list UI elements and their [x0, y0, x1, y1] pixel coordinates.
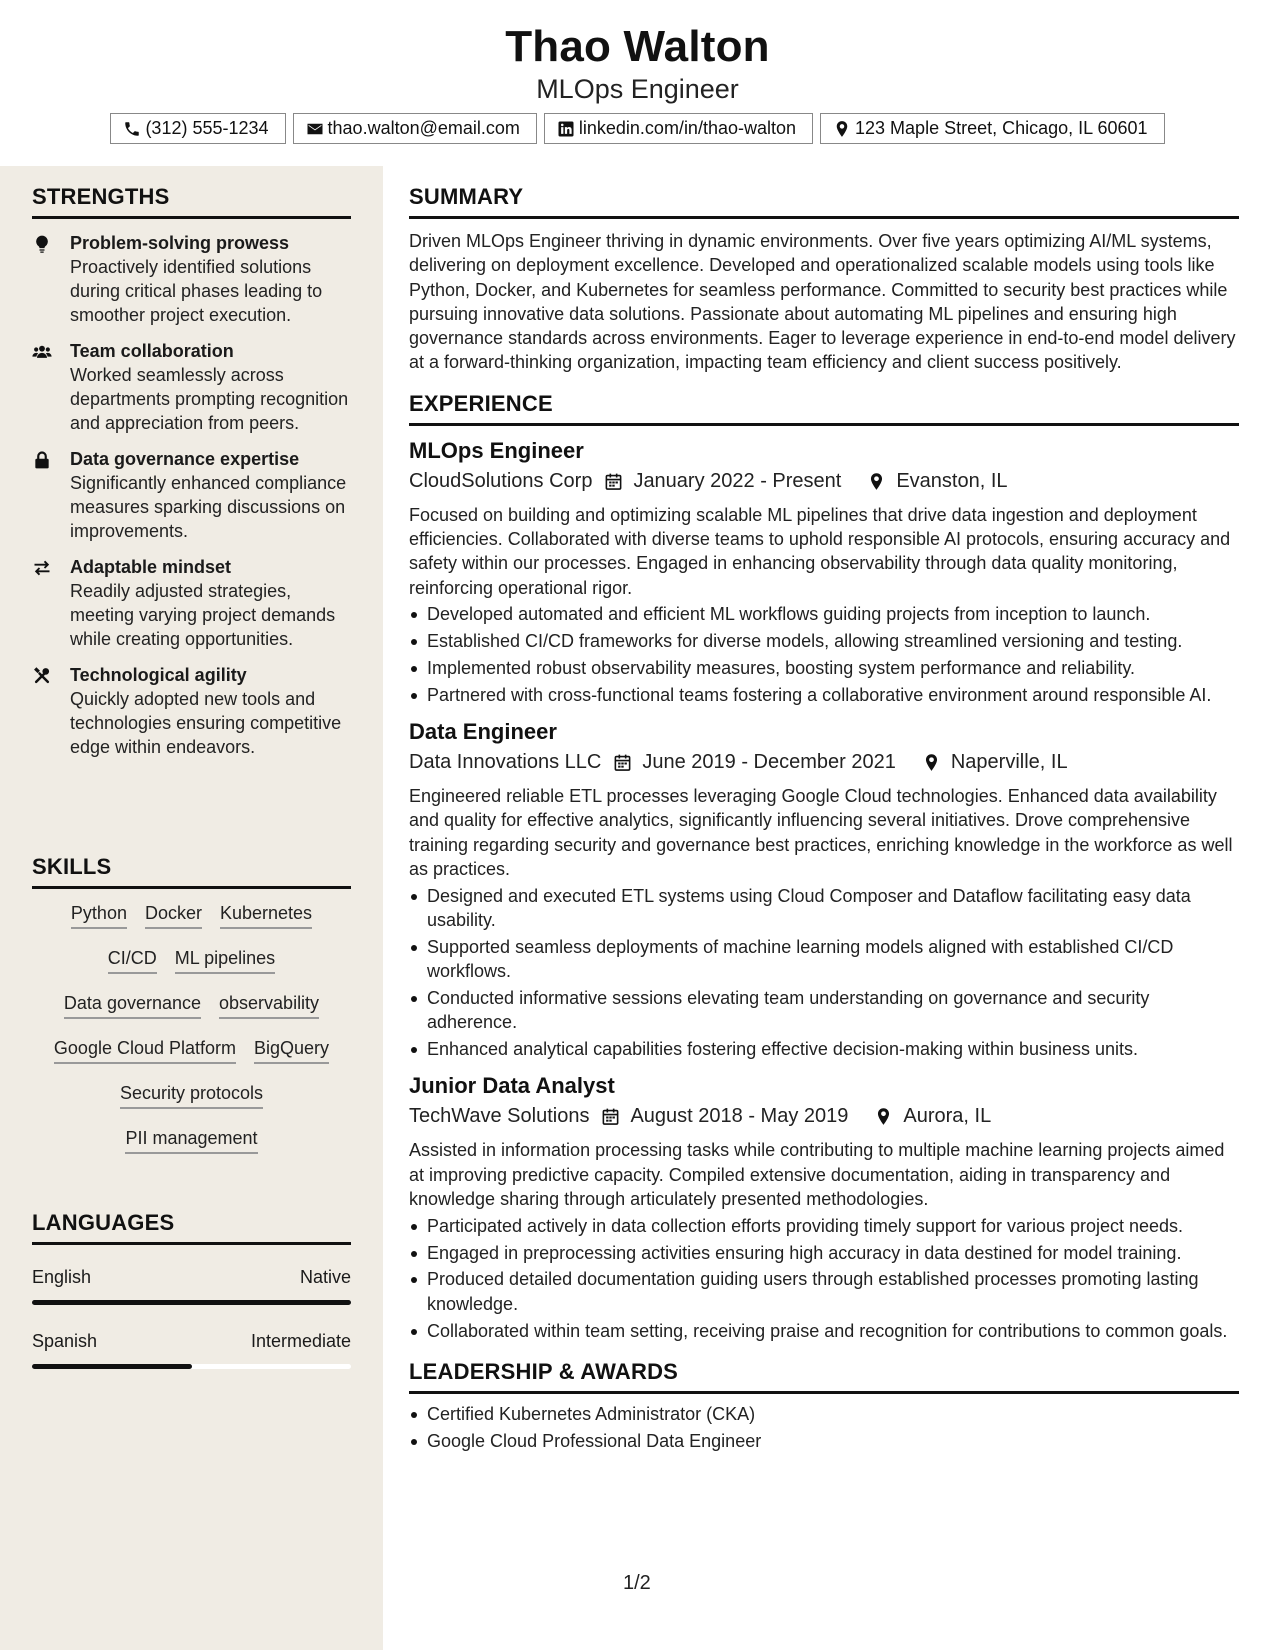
contact-email[interactable]	[293, 113, 537, 144]
job-bullet: Established CI/CD frameworks for diverse models, allowing streamlined versioning and testing.	[409, 629, 1239, 653]
lock-icon	[32, 447, 70, 543]
job-bullet: Developed automated and efficient ML workflows guiding projects from inception to launch.	[409, 602, 1239, 626]
job-company: CloudSolutions Corp	[409, 469, 593, 492]
job-bullet: Collaborated within team setting, receiving praise and recognition for contributions to common goals.	[409, 1319, 1239, 1343]
skill-tag: ML pipelines	[175, 946, 275, 974]
job-bullet: Engaged in preprocessing activities ensuring high accuracy in data destined for model training.	[409, 1241, 1239, 1265]
strength-desc: Readily adjusted strategies, meeting varying project demands while creating opportunities.	[70, 581, 336, 649]
job-bullet: Conducted informative sessions elevating team understanding on governance and security adherence.	[409, 986, 1239, 1035]
language-proficiency-fill	[32, 1364, 192, 1369]
location-pin-icon	[833, 120, 851, 138]
languages-section	[32, 1210, 351, 1369]
summary-text: Driven MLOps Engineer thriving in dynamic environments. Over five years optimizing AI/ML systems, delivering on deployment excellence. Developed and operationalized scalable models using tools like Python, Docker, and Kubernetes for seamless performance. Committed to security best practices while pursuing innovative data solutions. Passionate about automating ML pipelines and ensuring high governance standards across environments. Eager to leverage experience in end-to-end model delivery at a forward-thinking organization, impacting team efficiency and client success positively.	[409, 231, 1236, 373]
job-dates: January 2022 - Present	[633, 469, 842, 492]
lightbulb-icon	[32, 231, 70, 327]
job-bullets	[409, 884, 1239, 1062]
strengths-section	[32, 184, 351, 759]
candidate-role: MLOps Engineer	[536, 74, 739, 104]
languages-title: LANGUAGES	[32, 1210, 351, 1245]
strength-item	[32, 555, 351, 651]
job-meta	[409, 470, 1239, 493]
strength-title: Problem-solving prowess	[70, 233, 290, 253]
tools-icon	[32, 663, 70, 759]
job-bullet: Supported seamless deployments of machine learning models aligned with established CI/CD workflows.	[409, 935, 1239, 984]
candidate-name: Thao Walton	[505, 22, 770, 71]
strength-title: Adaptable mindset	[70, 557, 232, 577]
resume-header	[0, 0, 1275, 166]
language-name: English	[32, 1267, 92, 1287]
job-entry	[409, 1073, 1239, 1342]
summary-section	[409, 184, 1239, 375]
contact-address-text: 123 Maple Street, Chicago, IL 60601	[855, 118, 1148, 138]
job-company: TechWave Solutions	[409, 1105, 590, 1128]
linkedin-icon	[557, 120, 575, 138]
skill-tag: PII management	[125, 1126, 257, 1154]
awards-title: LEADERSHIP & AWARDS	[409, 1359, 1239, 1394]
language-level: Native	[299, 1267, 351, 1287]
job-location: Evanston, IL	[896, 469, 1008, 492]
location-pin-icon	[862, 1107, 903, 1126]
language-item	[32, 1331, 351, 1369]
job-bullet: Partnered with cross-functional teams fostering a collaborative environment around responsible AI.	[409, 683, 1239, 707]
job-meta	[409, 751, 1239, 774]
awards-section	[409, 1359, 1239, 1453]
arrows-exchange-icon	[32, 555, 70, 651]
strength-desc: Significantly enhanced compliance measures sparking discussions on improvements.	[70, 473, 347, 541]
language-name: Spanish	[32, 1331, 98, 1351]
contact-phone[interactable]	[110, 113, 285, 144]
strength-title: Team collaboration	[70, 341, 234, 361]
contact-phone-text: (312) 555-1234	[145, 118, 269, 138]
location-pin-icon	[910, 753, 951, 772]
users-icon	[32, 339, 70, 435]
job-company: Data Innovations LLC	[409, 751, 602, 774]
job-description: Focused on building and optimizing scalable ML pipelines that drive data ingestion and deployment efficiencies. Collaborated with diverse teams to uphold responsible AI protocols, ensuring accuracy and safety within our processes. Engaged in enhancing observability through data quality monitoring, reinforcing operational rigor.	[409, 504, 1231, 598]
skill-tag: CI/CD	[108, 946, 157, 974]
job-entry	[409, 719, 1239, 1061]
contact-email-text: thao.walton@email.com	[327, 118, 520, 138]
job-location: Naperville, IL	[950, 751, 1068, 774]
strength-desc: Worked seamlessly across departments prompting recognition and appreciation from peers.	[70, 365, 349, 433]
strength-desc: Quickly adopted new tools and technologies ensuring competitive edge within endeavors.	[70, 689, 342, 757]
job-dates: August 2018 - May 2019	[630, 1105, 849, 1128]
language-proficiency-bar	[32, 1300, 351, 1305]
contact-bar	[0, 113, 1275, 144]
job-title: Junior Data Analyst	[409, 1073, 615, 1099]
job-entry	[409, 438, 1239, 707]
sidebar	[0, 166, 383, 1650]
contact-address[interactable]	[820, 113, 1165, 144]
skill-tag: observability	[219, 991, 319, 1019]
strength-item	[32, 663, 351, 759]
contact-linkedin[interactable]	[544, 113, 813, 144]
award-item: Google Cloud Professional Data Engineer	[409, 1429, 1239, 1453]
job-meta	[409, 1105, 1239, 1128]
job-bullet: Participated actively in data collection efforts providing timely support for various project needs.	[409, 1214, 1239, 1238]
language-item	[32, 1267, 351, 1305]
phone-icon	[123, 120, 141, 138]
skill-tag: Security protocols	[120, 1081, 263, 1109]
calendar-icon	[592, 472, 633, 491]
job-title: Data Engineer	[409, 719, 557, 745]
skill-tag: Data governance	[64, 991, 201, 1019]
job-bullet: Enhanced analytical capabilities fostering effective decision-making within business units.	[409, 1037, 1239, 1061]
skill-tag: Docker	[145, 901, 202, 929]
skills-section	[32, 854, 351, 1171]
job-bullets	[409, 1214, 1239, 1343]
award-item: Certified Kubernetes Administrator (CKA)	[409, 1402, 1239, 1426]
skill-tag: BigQuery	[254, 1036, 329, 1064]
experience-section	[409, 391, 1239, 1343]
envelope-icon	[306, 120, 324, 138]
strength-title: Data governance expertise	[70, 449, 300, 469]
strength-item	[32, 447, 351, 543]
summary-title: SUMMARY	[409, 184, 1239, 219]
skill-tag: Kubernetes	[220, 901, 312, 929]
language-level: Intermediate	[250, 1331, 351, 1351]
job-dates: June 2019 - December 2021	[642, 751, 896, 774]
job-description: Assisted in information processing tasks while contributing to multiple machine learning projects aimed at improving predictive capacity. Compiled extensive documentation, aiding in transparency and knowledge sharing through articulately presented methodologies.	[409, 1140, 1225, 1210]
job-bullet: Produced detailed documentation guiding users through established processes promoting lasting knowledge.	[409, 1267, 1239, 1316]
job-location: Aurora, IL	[903, 1105, 992, 1128]
language-proficiency-fill	[32, 1300, 351, 1305]
main-content	[409, 166, 1239, 1453]
calendar-icon	[601, 753, 642, 772]
calendar-icon	[589, 1107, 630, 1126]
awards-list	[409, 1402, 1239, 1453]
skill-tag: Google Cloud Platform	[54, 1036, 236, 1064]
experience-title: EXPERIENCE	[409, 391, 1239, 426]
job-bullet: Implemented robust observability measures, boosting system performance and reliability.	[409, 656, 1239, 680]
strengths-title: STRENGTHS	[32, 184, 351, 219]
skills-list	[32, 901, 351, 1171]
skill-tag: Python	[71, 901, 127, 929]
strength-item	[32, 231, 351, 327]
job-title: MLOps Engineer	[409, 437, 584, 463]
job-description: Engineered reliable ETL processes leveraging Google Cloud technologies. Enhanced data availability and quality for effective analytics, significantly influencing several initiatives. Drove comprehensive training regarding security and governance best practices, enriching knowledge in the workforce as well as practices.	[409, 786, 1233, 880]
job-bullets	[409, 602, 1239, 707]
job-bullet: Designed and executed ETL systems using Cloud Composer and Dataflow facilitating easy data usability.	[409, 884, 1239, 933]
contact-linkedin-text: linkedin.com/in/thao-walton	[578, 118, 797, 138]
language-proficiency-bar	[32, 1364, 351, 1369]
strength-title: Technological agility	[70, 665, 247, 685]
location-pin-icon	[855, 472, 896, 491]
strength-desc: Proactively identified solutions during critical phases leading to smoother project execution.	[70, 257, 323, 325]
skills-title: SKILLS	[32, 854, 351, 889]
strength-item	[32, 339, 351, 435]
page-number: 1/2	[623, 1572, 651, 1594]
